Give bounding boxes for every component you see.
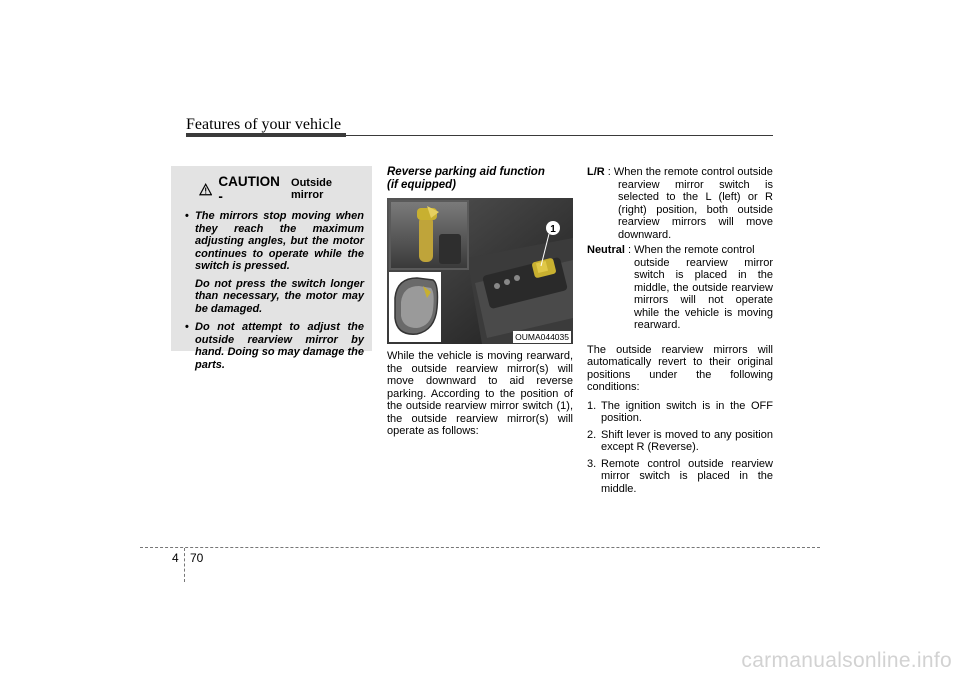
- figure-callout: 1: [550, 224, 556, 235]
- watermark: carmanualsonline.info: [741, 649, 952, 672]
- definition-neutral: [587, 244, 773, 332]
- definition-first-line: When the remote control outside: [613, 166, 773, 178]
- definition-separator: :: [604, 166, 614, 178]
- caution-item-text: • Do not attempt to adjust the outside rearview mirror by hand. Doing so may damage the parts.: [195, 321, 364, 371]
- header-bar: [186, 133, 346, 137]
- definition-body: outside rearview mirror switch is placed in the middle, the outside rearview mirrors will not operate while the vehicle is moving rearward.: [634, 256, 773, 331]
- caution-subject: Outside mirror: [291, 177, 332, 201]
- list-text: Shift lever is moved to any position except R (Reverse).: [601, 428, 773, 453]
- caution-heading: [183, 174, 364, 204]
- caution-item-note: Do not press the switch longer than necessary, the motor may be damaged.: [195, 277, 364, 315]
- mirror-switch-figure: [387, 198, 573, 344]
- caution-list: [183, 210, 364, 371]
- section-title: [387, 166, 573, 192]
- figure-label: OUMA044035: [515, 332, 569, 342]
- definition-term: L/R: [587, 166, 605, 178]
- page-number: 70: [190, 551, 204, 565]
- caution-item: [183, 321, 364, 371]
- caution-word: CAUTION -: [218, 174, 280, 204]
- list-text: The ignition switch is in the OFF position.: [601, 399, 773, 424]
- list-item: [587, 429, 773, 454]
- list-number: 3.: [587, 457, 597, 470]
- list-item: [587, 458, 773, 496]
- definition-first-line: When the remote control: [634, 244, 755, 256]
- right-column: [587, 166, 773, 499]
- warning-triangle-icon: [199, 183, 212, 196]
- page-header-title: Features of your vehicle: [186, 116, 342, 133]
- list-number: 1.: [587, 399, 597, 412]
- chapter-number: 4: [172, 551, 179, 565]
- section-title-line: (if equipped): [387, 179, 456, 191]
- middle-column: [387, 166, 573, 438]
- header-rule: [346, 135, 773, 136]
- caution-item: [183, 210, 364, 315]
- mirror-switch-illustration: [387, 198, 573, 344]
- revert-conditions-list: [587, 400, 773, 496]
- definition-separator: :: [624, 244, 635, 256]
- definition-lr: [587, 166, 773, 241]
- list-item: [587, 400, 773, 425]
- section-title-line: Reverse parking aid function: [387, 166, 545, 178]
- revert-intro: The outside rearview mirrors will automatically revert to their original positions under the following conditions:: [587, 343, 773, 393]
- section-body: While the vehicle is moving rearward, the outside rearview mirror(s) will move downward to aid reverse parking. According to the position of the outside rearview mirror switch (1), the outside rearview mirror(s) will operate as follows:: [387, 350, 573, 437]
- definition-body: rearview mirror switch is selected to the L (left) or R (right) position, both outside rearview mirrors will move downward.: [618, 178, 773, 241]
- caution-box: [171, 166, 372, 371]
- list-text: Remote control outside rearview mirror switch is placed in the middle.: [601, 457, 773, 495]
- caution-item-text: • The mirrors stop moving when they reach the maximum adjusting angles, but the motor continues to operate while the switch is pressed.: [195, 210, 364, 272]
- footer-rule: [140, 547, 820, 548]
- list-number: 2.: [587, 428, 597, 441]
- definition-term: Neutral: [587, 244, 625, 256]
- footer-divider: [184, 548, 185, 582]
